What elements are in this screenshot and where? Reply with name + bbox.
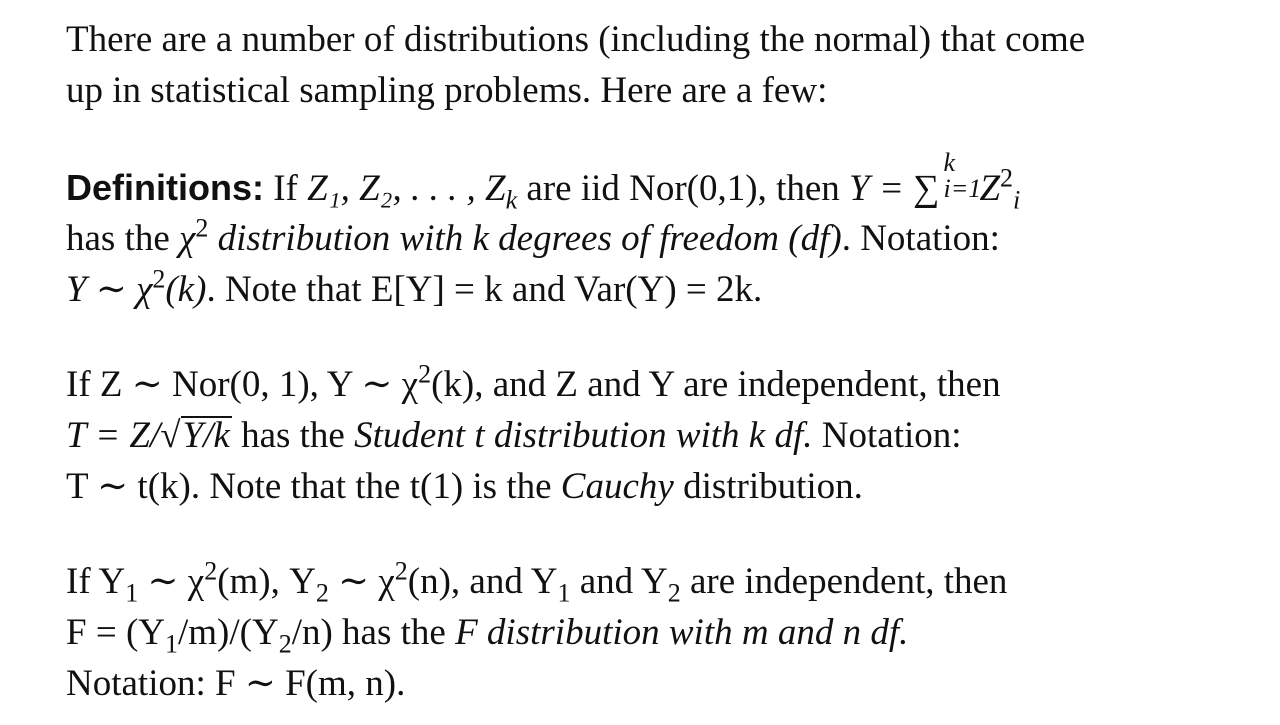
sum-limits: [939, 148, 982, 203]
chi-notation: Y ∼ χ: [66, 269, 153, 310]
f-def-sub-1: 1: [165, 629, 178, 659]
paragraph-gap: [66, 315, 1236, 359]
chi-notation-exponent: 2: [152, 264, 166, 294]
chi-distribution-text: distribution with k degrees of freedom (df): [208, 218, 842, 259]
f-cond-exp-1: 2: [204, 556, 218, 586]
f-cond-sub-1: 1: [125, 578, 139, 608]
intro-line-2: up in statistical sampling problems. Here are a few:: [66, 70, 828, 111]
sum-upper-limit: k: [943, 148, 956, 177]
cauchy-text: Cauchy: [560, 466, 674, 507]
z-sub-k: k: [505, 185, 518, 215]
definitions-heading: Definitions:: [66, 167, 264, 208]
f-def-a: F = (Y: [66, 612, 165, 653]
y-equals-sum: Y = ∑: [849, 168, 940, 209]
chi-line-1: [66, 148, 1236, 215]
f-def-c: /n) has the: [291, 612, 456, 653]
document-page: [66, 14, 1236, 709]
t-notation-a: T ∼ t(k). Note that the t(1) is the: [66, 466, 561, 507]
chi-square-definition: [66, 148, 1236, 315]
f-distribution-text: F distribution with m and n df.: [455, 612, 909, 653]
chi-if-text: If: [273, 168, 308, 209]
paragraph-gap: [66, 116, 1236, 162]
f-definition: [66, 556, 1236, 709]
student-t-definition: [66, 359, 1236, 512]
sqrt-symbol: √: [160, 415, 181, 456]
z-term: Z: [979, 168, 1001, 209]
t-equals: T = Z/: [66, 415, 161, 456]
f-cond-e: (n), and Y: [407, 561, 558, 602]
t-notation-b: distribution.: [673, 466, 863, 507]
chi-symbol: χ: [179, 218, 196, 259]
chi-notation-label: . Notation:: [841, 218, 1000, 259]
f-cond-c: (m), Y: [217, 561, 316, 602]
sum-lower-limit: i=1: [943, 174, 982, 203]
t-line-3: [66, 461, 1236, 512]
f-line-3: Notation: F ∼ F(m, n).: [66, 663, 406, 704]
sqrt-argument: Y/k: [182, 415, 230, 456]
f-cond-b: ∼ χ: [138, 561, 205, 602]
iid-text: are iid Nor(0,1), then: [517, 168, 850, 209]
t-condition-b: (k), and Z and Y are independent, then: [431, 364, 1001, 405]
intro-paragraph: [66, 14, 1236, 116]
f-cond-sub-3: 1: [557, 578, 571, 608]
intro-line-1: There are a number of distributions (including the normal) that come: [66, 19, 1086, 60]
t-condition-a: If Z ∼ Nor(0, 1), Y ∼ χ: [66, 364, 419, 405]
chi-has-the: has the: [66, 218, 180, 259]
f-cond-sub-4: 2: [667, 578, 681, 608]
chi-line-3: [66, 264, 1236, 315]
f-line-1: [66, 556, 1236, 607]
f-cond-sub-2: 2: [315, 578, 329, 608]
chi-exponent: 2: [195, 213, 209, 243]
f-cond-g: are independent, then: [680, 561, 1008, 602]
t-condition-exponent: 2: [418, 359, 432, 389]
f-cond-f: and Y: [570, 561, 668, 602]
z-term-subscript: i: [1013, 185, 1021, 215]
chi-moments-note: . Note that E[Y] = k and Var(Y) = 2k.: [206, 269, 763, 310]
f-cond-a: If Y: [66, 561, 126, 602]
f-line-2: [66, 607, 1236, 658]
f-cond-exp-2: 2: [394, 556, 408, 586]
t-line-1: [66, 359, 1236, 410]
z-term-exponent: 2: [1000, 163, 1014, 193]
paragraph-gap: [66, 512, 1236, 556]
t-notation-label: Notation:: [812, 415, 962, 456]
f-def-b: /m)/(Y: [178, 612, 279, 653]
chi-notation-arg: (k): [165, 269, 207, 310]
t-has-the: has the: [231, 415, 355, 456]
t-distribution-text: Student t distribution with k df.: [354, 415, 813, 456]
f-def-sub-2: 2: [278, 629, 292, 659]
t-line-2: [66, 410, 1236, 461]
z-list: Z₁, Z₂, . . . , Z: [307, 168, 506, 209]
chi-line-2: [66, 213, 1236, 264]
f-cond-d: ∼ χ: [328, 561, 395, 602]
